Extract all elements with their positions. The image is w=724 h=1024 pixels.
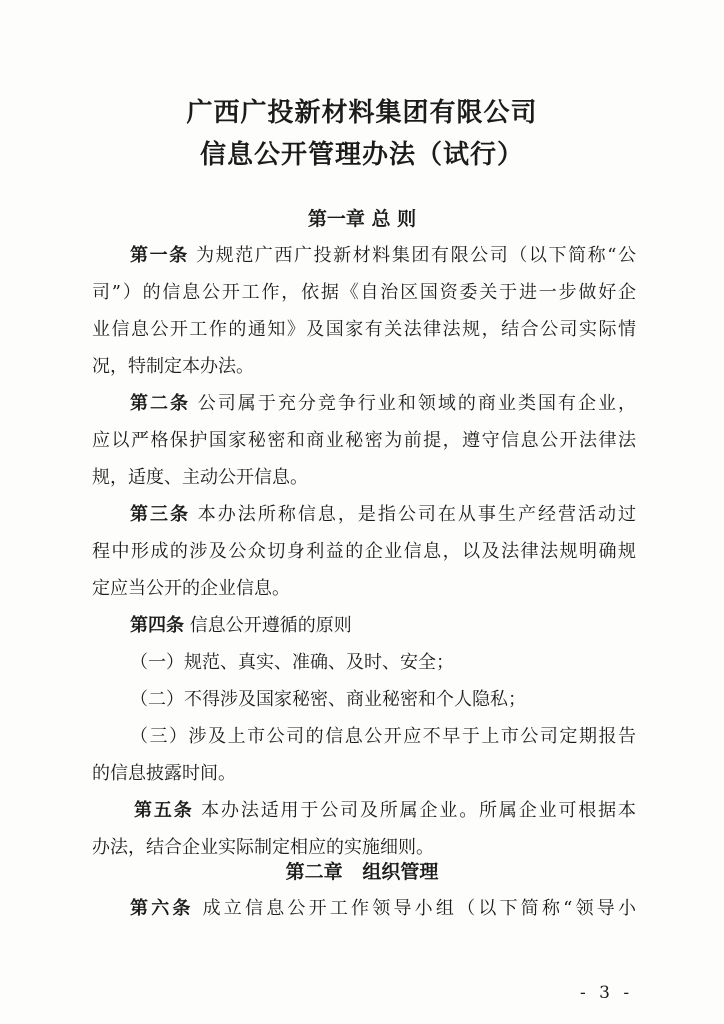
article4-text-1: 信息公开遵循的原则 xyxy=(189,615,352,636)
article6-text-1: 成立信息公开工作领导小组（以下简称“领导小 xyxy=(202,898,636,919)
article6-label: 第六条 xyxy=(130,898,194,919)
chapter2-heading: 第二章 组织管理 xyxy=(285,861,439,883)
article2-line3: 规，适度、主动公开信息。 xyxy=(92,467,308,488)
article6-line1 xyxy=(130,897,636,921)
article3-line3: 定应当公开的企业信息。 xyxy=(92,578,290,599)
article4-line1 xyxy=(130,614,636,638)
page-number: - 3 - xyxy=(580,983,634,1003)
article3-text-1: 本办法所称信息，是指公司在从事生产经营活动过 xyxy=(197,504,636,525)
chapter1-heading: 第一章 总 则 xyxy=(307,208,417,230)
article1-text-1: 为规范广西广投新材料集团有限公司（以下简称“公 xyxy=(196,245,636,266)
article1-line4: 况，特制定本办法。 xyxy=(92,356,254,377)
article5-line2: 办法，结合企业实际制定相应的实施细则。 xyxy=(92,837,434,858)
article2-line2: 应以严格保护国家秘密和商业秘密为前提，遵守信息公开法律法 xyxy=(92,430,636,451)
article3-line1 xyxy=(130,503,636,527)
article5-line1 xyxy=(134,799,636,823)
document-title-line1: 广西广投新材料集团有限公司 xyxy=(186,98,538,128)
article5-label: 第五条 xyxy=(134,800,194,821)
article1-line1 xyxy=(130,244,636,268)
article4-label: 第四条 xyxy=(130,615,184,636)
article5-text-1: 本办法适用于公司及所属企业。所属企业可根据本 xyxy=(201,800,636,821)
article4-item2: （二）不得涉及国家秘密、商业秘密和个人隐私； xyxy=(130,689,526,710)
article2-label: 第二条 xyxy=(130,393,191,414)
article3-label: 第三条 xyxy=(130,504,191,525)
article1-line3: 业信息公开工作的通知》及国家有关法律法规，结合公司实际情 xyxy=(92,319,636,340)
article2-text-1: 公司属于充分竞争行业和领域的商业类国有企业， xyxy=(197,393,636,414)
article4-item3-line1: （三）涉及上市公司的信息公开应不早于上市公司定期报告 xyxy=(130,726,636,747)
article4-item1: （一）规范、真实、准确、及时、安全； xyxy=(130,652,454,673)
document-title-line2: 信息公开管理办法（试行） xyxy=(199,140,524,170)
article4-item3-line2: 的信息披露时间。 xyxy=(92,763,236,784)
article1-line2: 司”）的信息公开工作，依据《自治区国资委关于进一步做好企 xyxy=(92,282,636,303)
article1-label: 第一条 xyxy=(130,245,189,266)
article3-line2: 程中形成的涉及公众切身利益的企业信息，以及法律法规明确规 xyxy=(92,541,636,562)
article2-line1 xyxy=(130,392,636,416)
